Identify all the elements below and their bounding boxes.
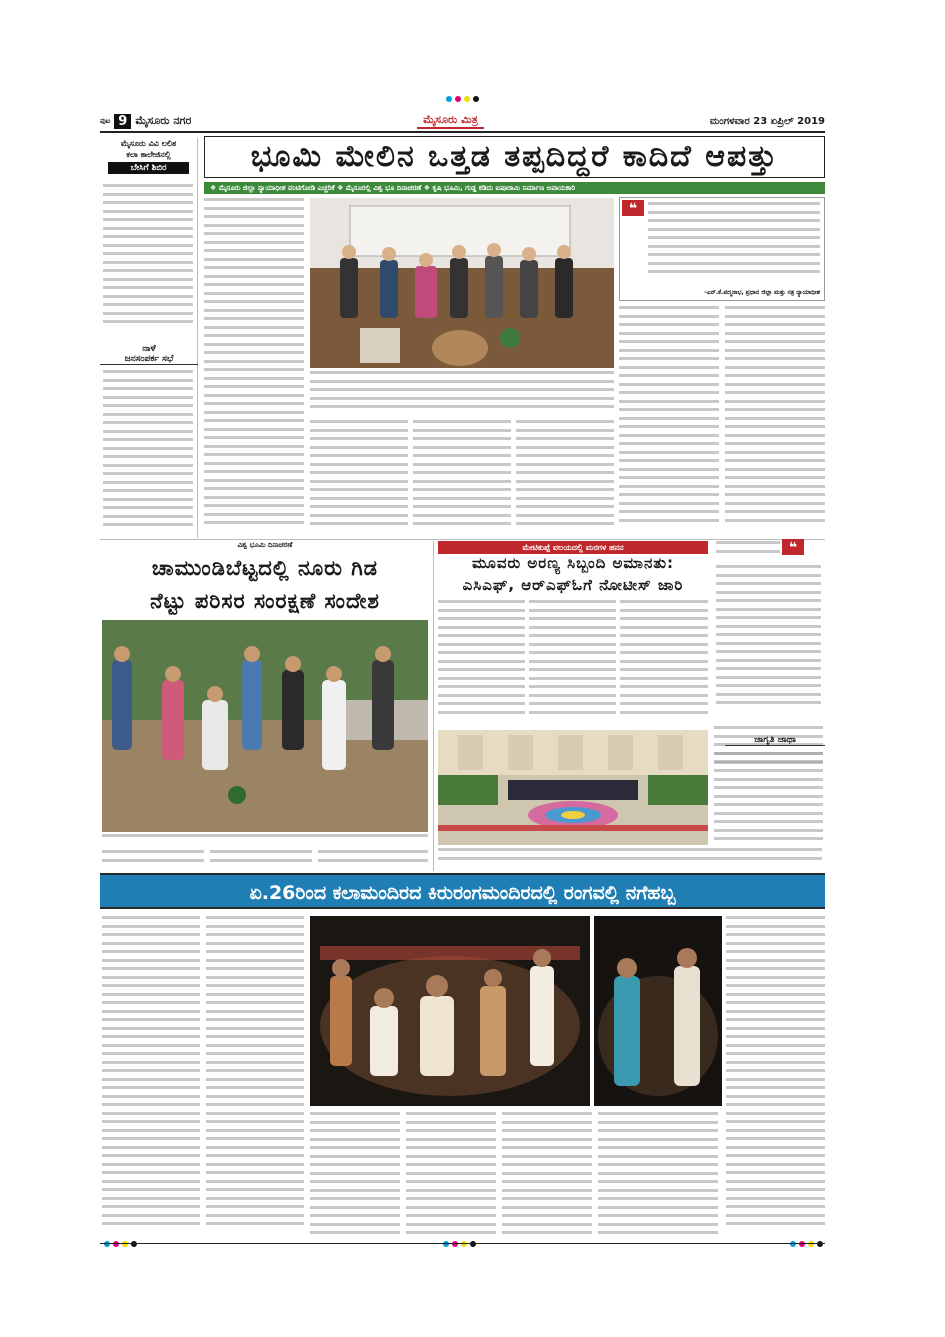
bottom-body-col3 <box>310 1112 400 1242</box>
quote-mark-icon-2: ❝ <box>782 539 804 555</box>
jatha-title: ಜಾಗೃತಿ ಜಾಥಾ <box>725 735 825 746</box>
chamundi-photo-planting <box>102 620 428 832</box>
section-title: ಮೈಸೂರು ನಗರ <box>135 114 192 127</box>
chamundi-kicker: ವಿಶ್ವ ಭೂಮಿ ದಿನಾಚರಣೆ <box>237 541 293 549</box>
sidebar-story2 <box>100 338 198 365</box>
jatha-body <box>714 752 823 847</box>
lead-body-col2 <box>310 420 408 538</box>
footer-rule <box>100 1243 825 1244</box>
chamundi-body-col3 <box>318 850 428 870</box>
chamundi-headline-2: ನೆಟ್ಟು ಪರಿಸರ ಸಂರಕ್ಷಣೆ ಸಂದೇಶ <box>150 589 380 613</box>
left-sidebar <box>100 138 198 538</box>
quote-mark-icon: ❝ <box>622 200 644 216</box>
masthead <box>100 113 825 129</box>
drama-photo-right-image <box>594 916 722 1106</box>
lead-body-col3 <box>413 420 511 538</box>
forest-headline-1: ಮೂವರು ಅರಣ್ಯ ಸಿಬ್ಬಂದಿ ಅಮಾನತು: <box>471 554 675 572</box>
drama-photo-left-image <box>310 916 590 1106</box>
lead-photo-caption <box>310 371 614 417</box>
forest-body-col1 <box>438 600 525 726</box>
sidebar-story1-title-2: ಕಲಾ ಕಾಲೇಜಿನಲ್ಲಿ <box>126 150 171 159</box>
sidebar-story2-body <box>103 370 193 535</box>
bottom-body-col1 <box>102 916 200 1241</box>
forest-body-col3 <box>620 600 708 726</box>
lead-body-col5 <box>619 306 719 538</box>
side-quote-text <box>716 541 780 563</box>
quote-text <box>648 202 820 282</box>
sidebar-story1-title-1: ಮೈಸೂರು ವಿವಿ ಲಲಿತ <box>120 139 177 148</box>
chamundi-headline-1: ಚಾಮುಂಡಿಬೆಟ್ಟದಲ್ಲಿ ನೂರು ಗಿಡ <box>151 556 379 580</box>
sidebar-story1-body <box>103 184 193 334</box>
newspaper-page <box>100 90 825 1250</box>
bottom-body-col5 <box>502 1112 592 1242</box>
lead-headline: ಭೂಮಿ ಮೇಲಿನ ಒತ್ತಡ ತಪ್ಪದಿದ್ದರೆ ಕಾದಿದೆ ಆಪತ್ತು <box>204 136 825 178</box>
sidebar-story2-kicker: ನಾಳೆ <box>142 344 156 354</box>
page-label: ಪುಟ <box>100 116 111 125</box>
lead-body-col1 <box>204 198 304 538</box>
page-badge <box>100 114 191 129</box>
chamundi-photo-caption <box>102 834 428 846</box>
bottom-body-col2 <box>206 916 304 1241</box>
forest-body-col2 <box>529 600 616 726</box>
bottom-body-col6 <box>598 1112 718 1242</box>
lead-body-col4 <box>516 420 614 538</box>
sidebar-story1-title-3: ಬೇಸಿಗೆ ಶಿಬಿರ <box>108 162 189 174</box>
masthead-rule <box>100 131 825 133</box>
drama-photo-left <box>310 916 590 1106</box>
lead-photo-dignitaries <box>310 198 614 368</box>
chamundi-body-col1 <box>102 850 204 870</box>
forest-kicker: ಮೇಟಿಕುಪ್ಪೆ ವಲಯದಲ್ಲಿ ಮರಗಳ ಹನನ <box>438 541 708 554</box>
forest-headline-2: ಎಸಿಎಫ್, ಆರ್‌ಎಫ್‌ಓಗೆ ನೋಟೀಸ್ ಜಾರಿ <box>462 576 684 594</box>
lead-body-col6 <box>725 306 825 538</box>
sidebar-story2-title: ಜನಸಂಪರ್ಕ ಸಭೆ <box>100 354 198 365</box>
lead-quote-box <box>619 197 825 301</box>
rangoli-photo-caption <box>438 848 822 870</box>
rangavalli-banner: ಏ.26ರಿಂದ ಕಲಾಮಂದಿರದ ಕಿರುರಂಗಮಂದಿರದಲ್ಲಿ ರಂಗವಲ್ಲಿ ನಗೆಹಬ್ಬ <box>100 873 825 909</box>
bottom-body-col7 <box>726 916 825 1241</box>
side-quote-box <box>712 537 825 721</box>
lead-photo-image <box>310 198 614 368</box>
rangoli-photo-image <box>438 730 708 845</box>
side-quote-body <box>716 565 821 715</box>
newspaper-logo: ಮೈಸೂರು ಮಿತ್ರ <box>417 113 484 129</box>
dateline: ಮಂಗಳವಾರ 23 ಏಪ್ರಿಲ್ 2019 <box>709 115 825 127</box>
drama-photo-right <box>594 916 722 1106</box>
quote-signature: -ಎನ್.ಕೆ.ಪದ್ಮನಾಭ, ಪ್ರಧಾನ ಜಿಲ್ಲಾ ಮತ್ತು ಸತ್ರ ನ್ಯಾಯಾಧೀಶ <box>704 289 820 296</box>
bottom-body-col4 <box>406 1112 496 1242</box>
lead-strap: ❖ ಮೈಸೂರು ಜಿಲ್ಲಾ ನ್ಯಾಯಾಧೀಶ ವಂಟಿಗೋಡಿ ಎಚ್ಚರಿಕೆ ❖ ಮೈಸೂರಲ್ಲಿ ವಿಶ್ವ ಭೂ ದಿನಾಚರಣೆ ❖ ಕೃಷಿ ಭೂಮಿ, ಗುಡ್ಡ ಕಡಿದು ಐಷಾರಾಮಿ ನಿರ್ಮಾಣ ಅಪಾಯಕಾರಿ <box>204 182 825 194</box>
mid-divider-1 <box>433 541 434 871</box>
chamundi-photo-image <box>102 620 428 832</box>
page-number: 9 <box>114 114 131 129</box>
rangoli-photo <box>438 730 708 845</box>
chamundi-body-col2 <box>210 850 312 870</box>
